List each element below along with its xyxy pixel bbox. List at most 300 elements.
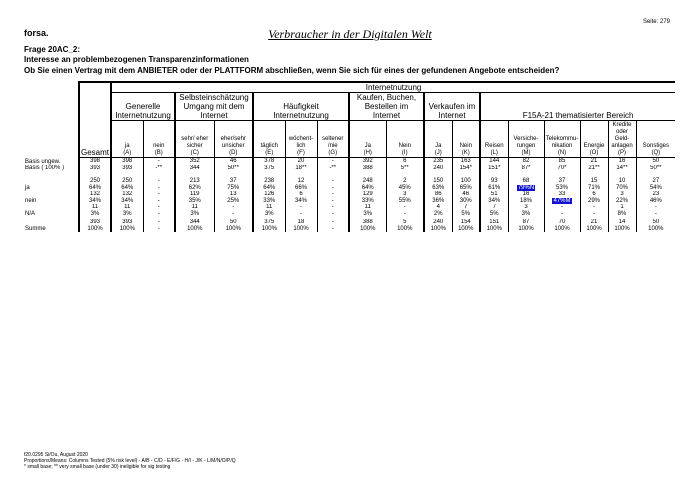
cell-percent: 5%	[461, 210, 471, 217]
cell-count: 154	[460, 219, 471, 225]
cell-count: 132	[89, 191, 100, 197]
cell-count: 375	[264, 219, 275, 225]
cell-count: 15	[590, 178, 598, 184]
table-cell	[608, 165, 636, 178]
cell-count: 21**	[588, 164, 600, 171]
table-cell	[175, 177, 214, 191]
cell-count: 240	[433, 219, 444, 225]
col-code: (L)	[490, 150, 498, 156]
cell-count: 86	[434, 191, 442, 197]
cell-percent: 66%	[294, 184, 307, 191]
table-cell	[480, 165, 508, 178]
cell-percent: 71%	[587, 184, 600, 191]
cell-count: -	[331, 191, 334, 197]
table-cell	[79, 204, 111, 219]
cell-percent: 100%	[119, 225, 135, 232]
group-header-f15a: F15A-21 thematisierter Bereich	[480, 93, 675, 121]
col-code: (J)	[434, 150, 442, 156]
cell-percent: 3%	[190, 210, 200, 217]
table-cell	[175, 191, 214, 204]
col-code: (I)	[401, 150, 408, 156]
cell-percent: -	[157, 184, 160, 191]
table-cell	[386, 165, 424, 178]
cell-count: 398	[89, 158, 100, 164]
cell-percent: 63%	[432, 184, 445, 191]
table-cell	[214, 165, 253, 178]
cell-count: 213	[189, 178, 200, 184]
table-cell	[636, 165, 675, 178]
table-cell	[636, 204, 675, 219]
cell-percent: 100%	[293, 225, 309, 232]
table-cell	[349, 165, 386, 178]
cell-percent: 100%	[486, 225, 502, 232]
cell-percent: -	[331, 210, 334, 217]
group-header-kaufen: Kaufen, Buchen, Bestellen im Internet	[349, 93, 424, 121]
table-cell	[79, 158, 111, 165]
table-cell	[143, 158, 175, 165]
cell-percent: -	[232, 210, 235, 217]
cell-count: 393	[122, 164, 133, 171]
cell-count: 132	[122, 191, 133, 197]
cell-percent: 3%	[264, 210, 274, 217]
table-cell	[349, 191, 386, 204]
col-label: Kredite oder Geld- anlagen	[611, 122, 633, 149]
cell-percent: 100%	[187, 225, 203, 232]
cell-count: -	[300, 204, 302, 210]
cell-percent: 34%	[121, 197, 134, 204]
cell-count: -	[561, 204, 563, 210]
table-cell	[480, 204, 508, 219]
cell-percent: 100%	[648, 225, 664, 232]
cell-count: 33	[558, 191, 566, 197]
table-cell	[480, 177, 508, 191]
cell-count: 150	[433, 178, 444, 184]
cell-count: 21	[590, 219, 598, 225]
cell-percent: -	[561, 210, 563, 217]
table-cell	[452, 177, 480, 191]
col-label: Sonstiges	[642, 143, 670, 149]
table-cell	[508, 177, 544, 191]
question-number: Frage 20AC_2:	[24, 45, 81, 54]
cell-count: 6	[592, 191, 596, 197]
cell-percent: 100%	[586, 225, 602, 232]
cell-count: 50**	[650, 164, 662, 171]
table-cell	[508, 219, 544, 232]
cell-count: 344	[189, 219, 200, 225]
cell-count: 13	[229, 191, 237, 197]
col-code: (O)	[589, 150, 599, 156]
table-cell	[508, 165, 544, 178]
footnotes	[24, 452, 236, 470]
cell-count: 375	[264, 164, 275, 171]
table-cell	[424, 177, 452, 191]
cell-count: 50	[229, 219, 237, 225]
cell-count: 70	[558, 219, 566, 225]
col-code: (K)	[461, 150, 470, 156]
forsa-logo: forsa.	[24, 28, 49, 38]
cell-count: 398	[122, 158, 133, 164]
table-cell	[175, 204, 214, 219]
col-label: Energie	[583, 143, 605, 149]
crosstab-table	[24, 81, 675, 232]
cell-count: -	[157, 178, 160, 184]
table-cell	[317, 177, 349, 191]
table-cell	[580, 165, 608, 178]
table-cell	[317, 158, 349, 165]
significance-highlight: 79%N	[517, 184, 535, 191]
col-code: (N)	[557, 150, 567, 156]
table-cell	[452, 219, 480, 232]
col-code: (G)	[328, 150, 338, 156]
cell-percent: 100%	[554, 225, 570, 232]
col-code: (M)	[521, 150, 531, 156]
cell-count: 14	[618, 219, 626, 225]
cell-percent: 25%	[227, 197, 240, 204]
cell-count: 7	[464, 204, 468, 210]
cell-count: -	[403, 204, 406, 210]
table-cell	[285, 165, 317, 178]
table-cell	[480, 158, 508, 165]
table-cell	[508, 158, 544, 165]
cell-count: -	[331, 204, 334, 210]
table-cell	[386, 177, 424, 191]
row-label: Summe	[25, 226, 46, 232]
cell-percent: 100%	[458, 225, 474, 232]
cell-percent: 65%	[459, 184, 472, 191]
footnote-job: f20.0295 Si/Ou, August 2020	[24, 452, 88, 458]
cell-count: 93	[490, 178, 498, 184]
table-cell	[508, 191, 544, 204]
cell-count: -	[654, 204, 657, 210]
group-header-verkaufen: Verkaufen im Internet	[424, 93, 480, 121]
cell-count: 151	[489, 219, 500, 225]
table-cell	[143, 177, 175, 191]
cell-count: 119	[189, 191, 200, 197]
cell-count: 11	[364, 204, 371, 210]
cell-count: 82	[522, 158, 530, 164]
cell-percent: -	[654, 210, 657, 217]
cell-count: -**	[155, 164, 163, 171]
table-cell	[424, 204, 452, 219]
col-code: (H)	[363, 150, 372, 156]
table-cell	[480, 191, 508, 204]
cell-count: 393	[122, 219, 133, 225]
cell-count: 126	[264, 191, 275, 197]
cell-percent: 100%	[518, 225, 534, 232]
table-cell	[253, 158, 285, 165]
table-cell	[608, 219, 636, 232]
table-cell	[214, 219, 253, 232]
table-cell	[285, 191, 317, 204]
row-label: ja	[25, 185, 30, 191]
table-cell	[424, 158, 452, 165]
cell-count: 46	[229, 158, 237, 164]
table-cell	[214, 158, 253, 165]
cell-percent: 34%	[88, 197, 101, 204]
cell-count: 50	[652, 219, 660, 225]
cell-count: 388	[362, 219, 373, 225]
question-header	[24, 45, 249, 65]
table-row	[24, 177, 675, 191]
cell-percent: -	[593, 210, 595, 217]
table-cell	[508, 204, 544, 219]
table-cell	[424, 191, 452, 204]
table-cell	[175, 165, 214, 178]
question-text: Ob Sie einen Vertrag mit dem ANBIETER oder der PLATTFORM abschließen, wenn Sie sich für eines der gefundenen Angebote entscheiden?	[24, 66, 560, 75]
table-cell	[317, 165, 349, 178]
table-cell	[79, 177, 111, 191]
row-label: Basis ungew.	[25, 158, 61, 165]
cell-count: 37	[558, 178, 566, 184]
table-cell	[285, 219, 317, 232]
cell-percent: 100%	[360, 225, 376, 232]
table-cell	[386, 219, 424, 232]
cell-percent: 36%	[432, 197, 445, 204]
table-cell	[79, 191, 111, 204]
table-cell	[79, 165, 111, 178]
table-cell	[143, 191, 175, 204]
table-cell	[386, 158, 424, 165]
cell-percent: -	[157, 210, 160, 217]
col-label: Ja	[435, 143, 442, 149]
cell-count: 392	[362, 158, 373, 164]
row-label: nein	[25, 198, 37, 204]
page-number: Seite: 279	[642, 19, 670, 25]
cell-count: 11	[91, 204, 99, 210]
cell-count: -**	[329, 164, 337, 171]
table-cell	[349, 158, 386, 165]
table-cell	[452, 158, 480, 165]
cell-percent: -	[403, 210, 406, 217]
table-cell	[175, 158, 214, 165]
question-subtitle: Interesse an problembezogenen Transparenzinformationen	[24, 55, 249, 64]
table-cell	[424, 165, 452, 178]
cell-count: 151*	[488, 164, 501, 171]
cell-count: 352	[189, 158, 200, 164]
cell-percent: 45%	[398, 184, 411, 191]
col-code: (B)	[154, 150, 163, 156]
cell-count: 393	[89, 164, 100, 171]
cell-count: 50	[652, 158, 660, 164]
cell-count: 68	[522, 178, 530, 184]
cell-count: 378	[264, 158, 275, 164]
table-cell	[386, 191, 424, 204]
table-cell	[349, 219, 386, 232]
cell-percent: -	[300, 210, 302, 217]
table-cell	[424, 219, 452, 232]
cell-count: 20	[297, 158, 305, 164]
table-cell	[111, 191, 143, 204]
gesamt-header: Gesamt	[79, 93, 111, 158]
col-label: Nein	[459, 143, 472, 149]
cell-count: 18	[297, 219, 305, 225]
cell-percent: 46%	[649, 197, 662, 204]
table-cell	[544, 191, 580, 204]
cell-percent: 100%	[225, 225, 241, 232]
table-cell	[111, 165, 143, 178]
cell-percent: 100%	[87, 225, 103, 232]
cell-percent: 34%	[294, 197, 307, 204]
cell-percent: 62%	[188, 184, 201, 191]
cell-percent: 2%	[433, 210, 443, 217]
col-label: täglich	[260, 143, 278, 149]
table-cell	[544, 158, 580, 165]
cell-count: 144	[489, 158, 500, 164]
table-cell	[608, 191, 636, 204]
cell-percent: 100%	[397, 225, 413, 232]
cell-count: 5	[403, 219, 407, 225]
cell-count: 2	[403, 178, 407, 184]
cell-count: 70*	[557, 164, 567, 171]
table-cell	[608, 158, 636, 165]
cell-count: 37	[229, 178, 237, 184]
cell-count: 18**	[295, 164, 307, 171]
cell-count: 11	[191, 204, 198, 210]
col-label: nein	[153, 143, 165, 149]
col-code: (F)	[297, 150, 305, 156]
table-cell	[214, 204, 253, 219]
table-row	[24, 204, 675, 219]
cell-count: 46	[462, 191, 470, 197]
table-cell	[636, 177, 675, 191]
table-cell	[452, 204, 480, 219]
cell-count: -	[157, 191, 160, 197]
cell-count: -	[593, 204, 595, 210]
cell-percent: 8%	[617, 210, 627, 217]
cell-percent: 64%	[263, 184, 276, 191]
cell-percent: 33%	[361, 197, 374, 204]
cell-percent: -	[331, 225, 334, 232]
cell-percent: 35%	[188, 197, 201, 204]
table-cell	[214, 191, 253, 204]
cell-count: 344	[189, 164, 200, 171]
cell-count: -	[331, 178, 334, 184]
table-cell	[175, 219, 214, 232]
table-cell	[349, 204, 386, 219]
table-cell	[608, 177, 636, 191]
table-cell	[452, 191, 480, 204]
table-cell	[253, 165, 285, 178]
cell-count: -	[157, 158, 160, 164]
table-cell	[349, 177, 386, 191]
table-cell	[544, 177, 580, 191]
table-cell	[111, 204, 143, 219]
report-title: Verbraucher in der Digitalen Welt	[268, 27, 432, 41]
cell-percent: 29%	[587, 197, 600, 204]
cell-percent: -	[331, 184, 334, 191]
cell-count: 11	[124, 204, 131, 210]
footnote-testing: Proportions/Means: Columns Tested (5% risk level) - A/B - C/D - E/F/G - H/I - J/K - L/M/N/O/P/Q	[24, 458, 236, 464]
cell-percent: 5%	[489, 210, 499, 217]
table-cell	[317, 219, 349, 232]
cell-count: 3	[403, 191, 407, 197]
row-label: N/A	[25, 211, 36, 217]
table-cell	[386, 204, 424, 219]
cell-count: -	[157, 219, 160, 225]
col-label: seltener /nie	[322, 136, 344, 149]
table-cell	[580, 191, 608, 204]
table-row	[24, 158, 675, 165]
table-cell	[544, 165, 580, 178]
cell-count: 238	[264, 178, 275, 184]
cell-count: 6	[403, 158, 407, 164]
cell-percent: 70%	[615, 184, 628, 191]
cell-percent: 18%	[519, 197, 532, 204]
table-row	[24, 191, 675, 204]
cell-count: 87	[522, 219, 530, 225]
cell-count: 87*	[521, 164, 531, 171]
cell-percent: 22%	[615, 197, 628, 204]
group-header-haeufigkeit: Häufigkeit Internetnutzung	[253, 93, 349, 121]
cell-percent: 3%	[122, 210, 132, 217]
table-cell	[580, 204, 608, 219]
cell-percent: 55%	[398, 197, 411, 204]
cell-percent: 34%	[488, 197, 501, 204]
table-row	[24, 219, 675, 232]
internet-usage-group-header: Internetnutzung	[111, 82, 675, 93]
group-header-generelle: Generelle Internetnutzung	[111, 93, 175, 121]
cell-percent: 100%	[430, 225, 446, 232]
col-code: (E)	[265, 150, 274, 156]
cell-percent: 3%	[90, 210, 100, 217]
table-cell	[317, 191, 349, 204]
cell-count: 50**	[227, 164, 239, 171]
col-code: (P)	[618, 150, 626, 156]
cell-percent: 64%	[88, 184, 101, 191]
cell-count: -	[331, 219, 334, 225]
table-cell	[480, 219, 508, 232]
cell-percent: 30%	[459, 197, 472, 204]
cell-count: 16	[522, 191, 530, 197]
table-cell	[253, 219, 285, 232]
table-cell	[143, 165, 175, 178]
cell-count: 51	[490, 191, 498, 197]
cell-count: 23	[652, 191, 660, 197]
table-cell	[452, 165, 480, 178]
col-label: eher/sehr unsicher	[220, 136, 246, 149]
col-label: Reisen	[484, 143, 504, 149]
cell-percent: -	[157, 225, 160, 232]
table-cell	[608, 204, 636, 219]
cell-percent: 100%	[614, 225, 630, 232]
table-cell	[285, 177, 317, 191]
table-cell	[636, 191, 675, 204]
cell-count: 3	[620, 191, 624, 197]
table-cell	[580, 158, 608, 165]
cell-count: 240	[433, 164, 444, 171]
cell-percent: -	[157, 197, 160, 204]
cell-count: 163	[460, 158, 471, 164]
table-cell	[253, 177, 285, 191]
cell-percent: -	[331, 197, 334, 204]
cell-count: 100	[460, 178, 471, 184]
cell-count: -	[157, 204, 160, 210]
cell-count: 235	[433, 158, 444, 164]
significance-highlight: 47%M	[553, 197, 571, 204]
header-row-top	[24, 82, 675, 93]
cell-count: 7	[492, 204, 496, 210]
cell-percent: 61%	[488, 184, 501, 191]
cell-count: 388	[362, 164, 373, 171]
table-cell	[111, 158, 143, 165]
cell-count: 393	[89, 219, 100, 225]
cell-count: 10	[618, 178, 626, 184]
cell-count: 250	[122, 178, 133, 184]
table-cell	[253, 204, 285, 219]
table-cell	[544, 219, 580, 232]
table-cell	[544, 204, 580, 219]
col-label: Nein	[398, 143, 411, 149]
